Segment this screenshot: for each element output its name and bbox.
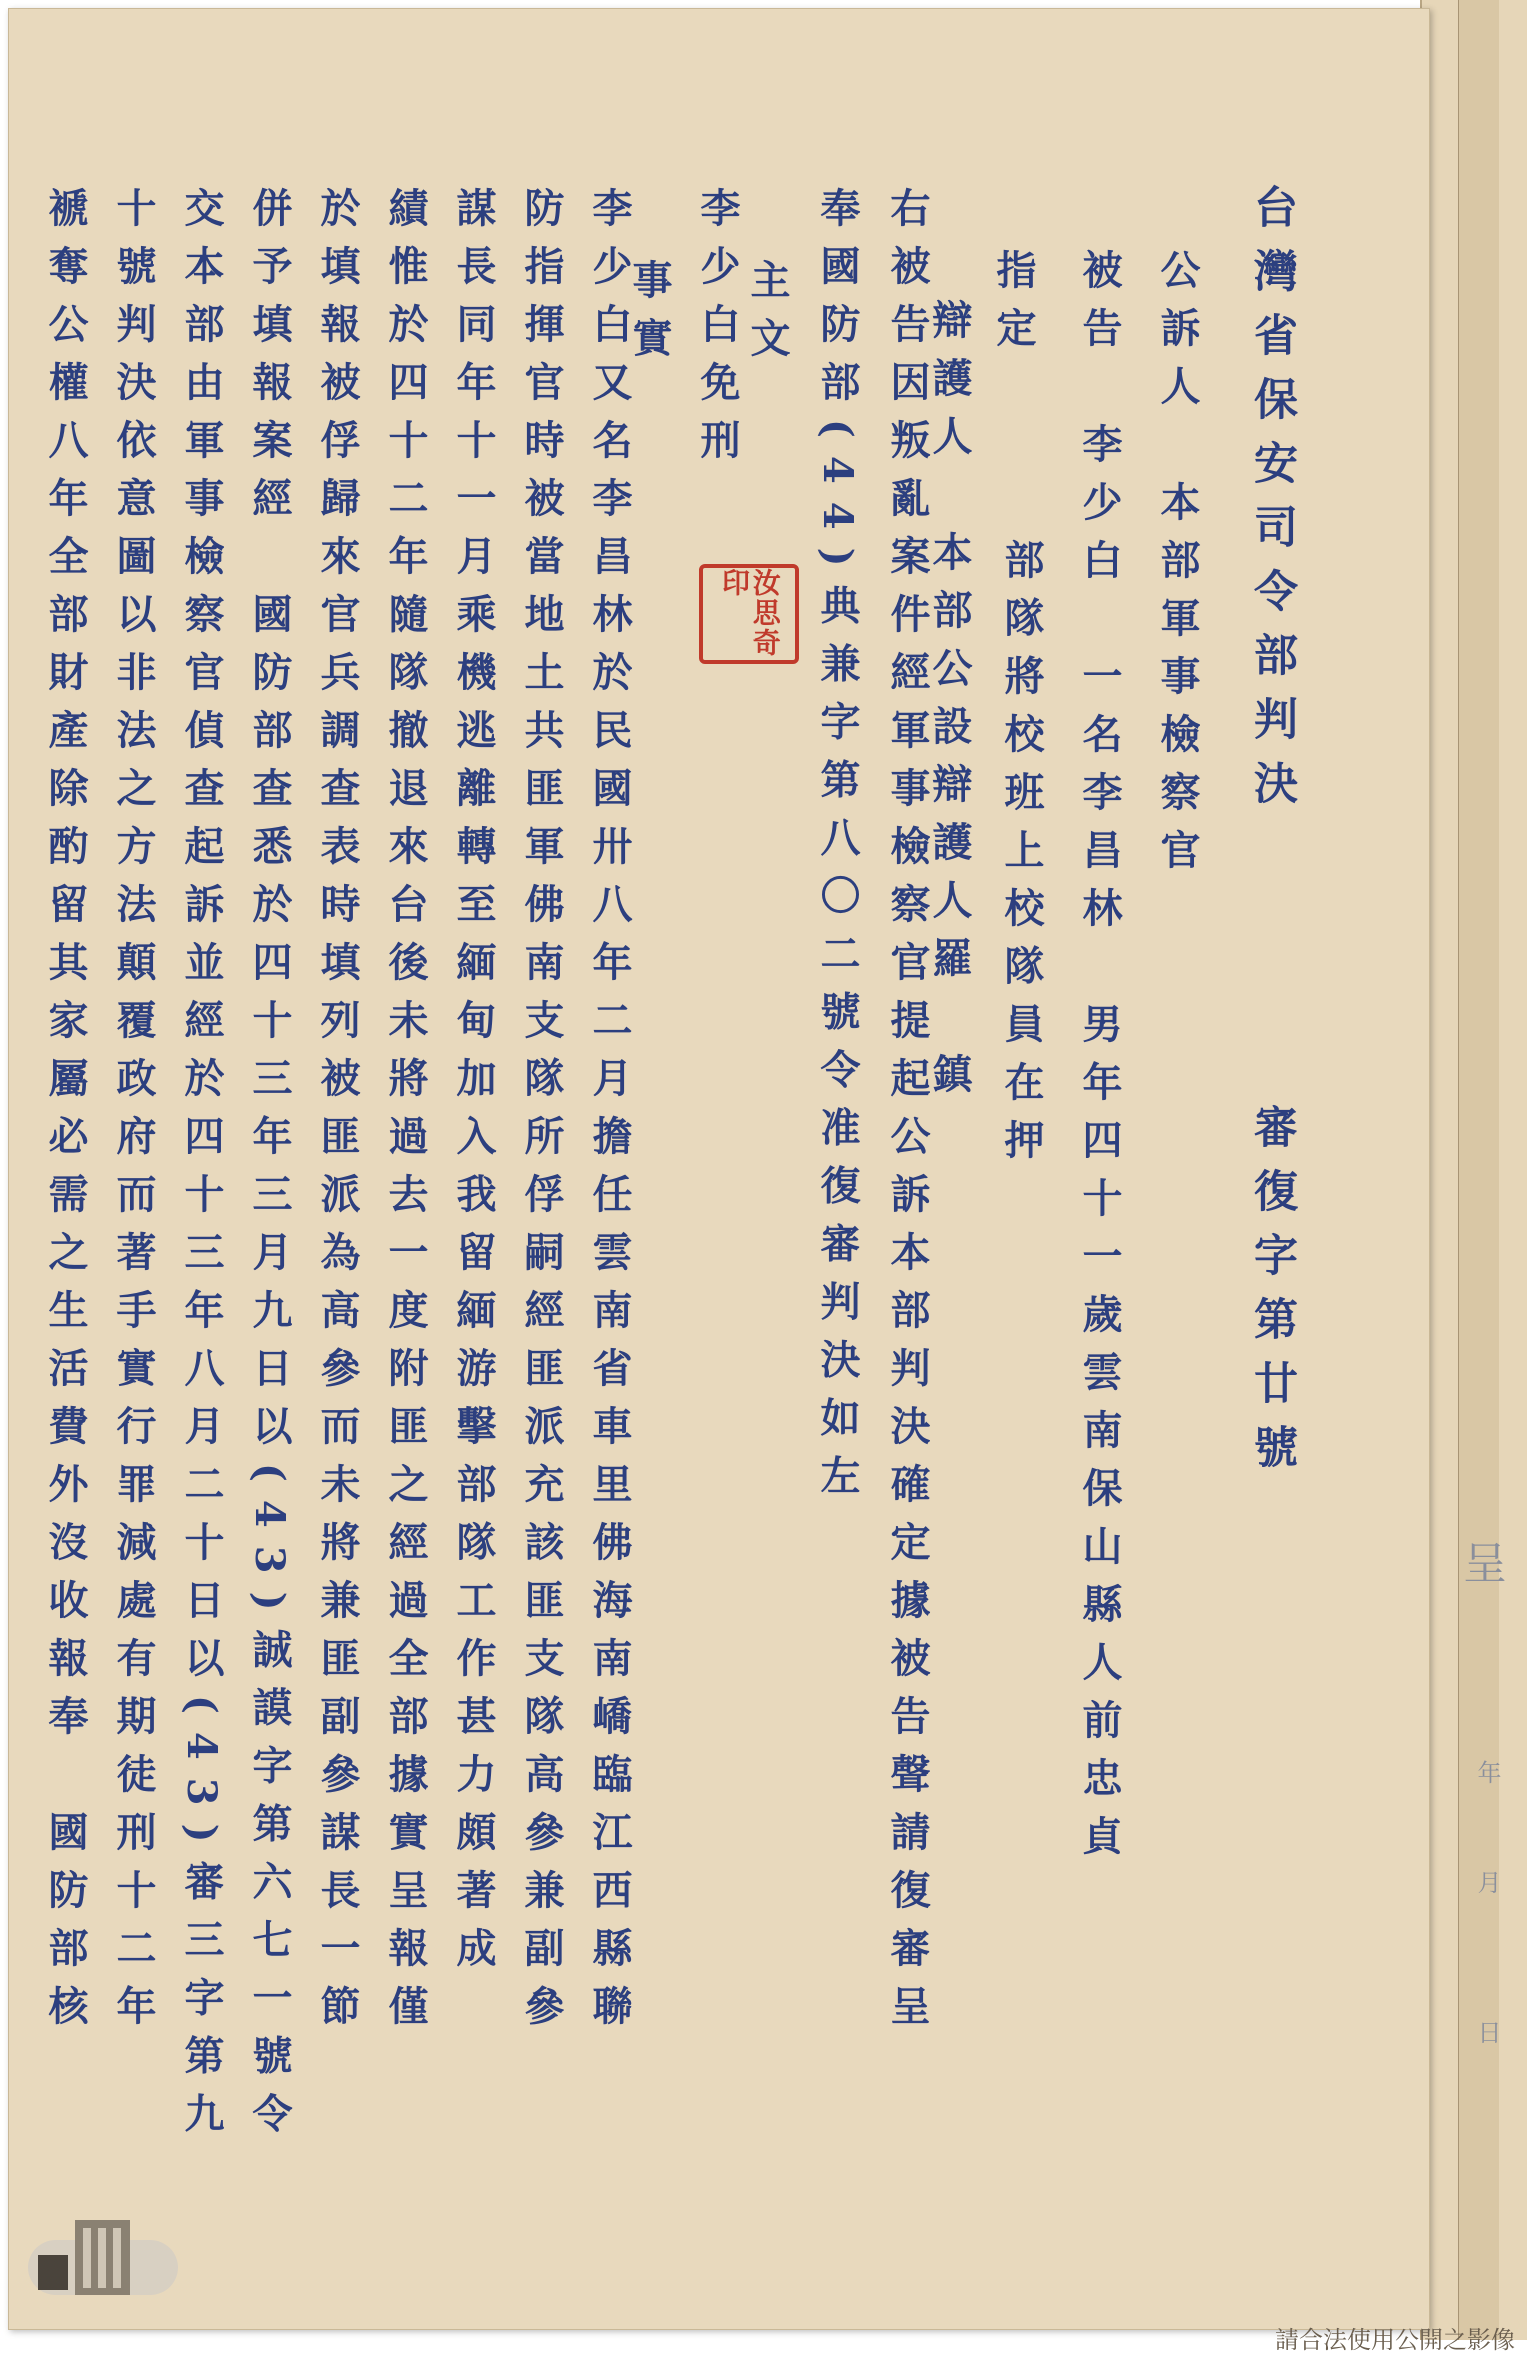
text-column: 褫奪公權八年全部財產除酌留其家屬必需之生活費外沒收報奉 國防部核 <box>42 187 89 2043</box>
text-column: 交本部由軍事檢察官偵查起訴並經於四十三年八月二十日以(43)審三字第九 <box>178 187 225 2151</box>
text-column: 十號判決依意圖以非法之方法顛覆政府而著手實行罪減處有期徒刑十二年 <box>110 187 157 2043</box>
text-column: 公訴人 本部軍事檢察官 <box>1154 249 1201 887</box>
text-column: 辯護人 本部公設辯護人羅 鎮 <box>926 299 973 1111</box>
archive-logo-icon <box>20 2210 190 2305</box>
text-column: 部隊將校班上校隊員在押 <box>998 539 1045 1177</box>
text-column: 指定 <box>990 249 1037 365</box>
text-column: 右被告因叛亂案件經軍事檢察官提起公訴本部判決確定據被告聲請復審呈 <box>884 187 931 2043</box>
margin-year: 年 <box>1473 1760 1501 1844</box>
usage-notice: 請合法使用公開之影像 <box>1275 2326 1515 2354</box>
text-column: 績惟於四十二年隨隊撤退來台後未將過去一度附匪之經過全部據實呈報僅 <box>382 187 429 2043</box>
text-column: 被告 李少白 一名李昌林 男年四十一歲雲南保山縣人前忠貞 <box>1076 249 1123 1873</box>
margin-day: 日 <box>1473 2020 1501 2104</box>
red-seal <box>699 564 799 664</box>
text-column: 防指揮官時被當地土共匪軍佛南支隊所俘嗣經匪派充該匪支隊高參兼副參 <box>518 187 565 2043</box>
text-column: 於填報被俘歸來官兵調查表時填列被匪派為高參而未將兼匪副參謀長一節 <box>314 187 361 2043</box>
margin-month: 月 <box>1473 1870 1501 1954</box>
document-page <box>8 8 1430 2330</box>
case-number: 審復字第廿號 <box>1246 1104 1297 1488</box>
margin-note: 呈 <box>1455 1540 1506 1584</box>
text-column: 謀長同年十一月乘機逃離轉至緬甸加入我留緬游擊部隊工作甚力頗著成 <box>450 187 497 1985</box>
text-column: 事實 <box>626 259 673 375</box>
text-column: 李少白免刑 <box>694 187 741 477</box>
text-column: 併予填報案經 國防部查悉於四十三年三月九日以(43)誠謨字第六七一號令 <box>246 187 293 2151</box>
underlying-sheet-edge <box>1458 0 1499 2340</box>
text-column: 主文 <box>744 259 791 375</box>
text-column: 奉國防部(44)典兼字第八〇二號令准復審判決如左 <box>814 187 861 1513</box>
text-column: 李少白又名李昌林於民國卅八年二月擔任雲南省車里佛海南嶠臨江西縣聯 <box>586 187 633 2043</box>
document-title: 台灣省保安司令部判決 <box>1246 184 1297 824</box>
seal-text: 汝思奇印 <box>718 568 782 658</box>
